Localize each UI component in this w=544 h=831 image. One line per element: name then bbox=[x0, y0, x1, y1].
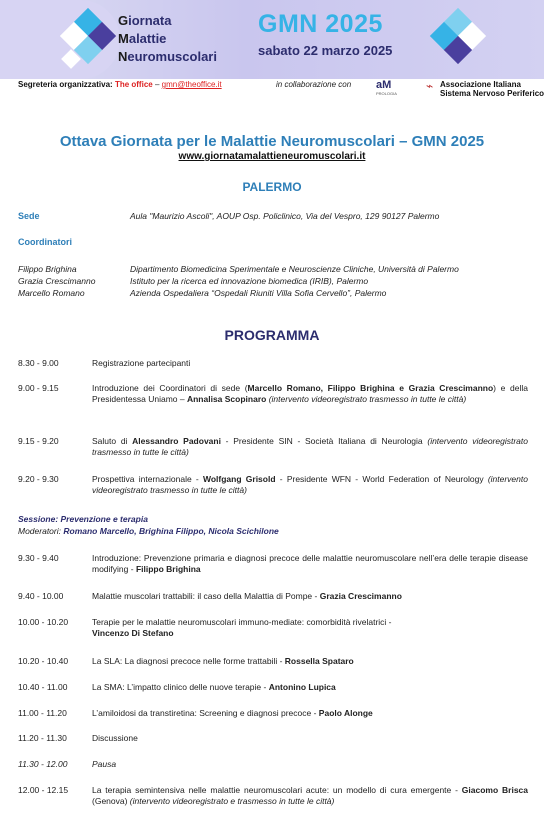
sede-label: Sede bbox=[18, 211, 40, 221]
event-title: GMN 2025 bbox=[258, 10, 383, 38]
collaboration-label: in collaborazione con bbox=[276, 80, 352, 89]
page-title: Ottava Giornata per le Malattie Neuromuscolari – GMN 2025 bbox=[59, 133, 485, 150]
secretariat-email-link[interactable]: gmn@theoffice.it bbox=[161, 80, 222, 89]
brand-name: Giornata Malattie Neuromuscolari bbox=[118, 13, 217, 64]
moderators-line: Moderatori: Romano Marcello, Brighina Filippo, Nicola Scichilone bbox=[18, 526, 279, 536]
sede-value: Aula "Maurizio Ascoli", AOUP Osp. Policlinico, Via del Vespro, 129 90127 Palermo bbox=[130, 211, 440, 221]
gmn-logo-diamonds-icon bbox=[56, 12, 116, 72]
diamonds-decoration-icon bbox=[430, 8, 486, 64]
event-date: sabato 22 marzo 2025 bbox=[258, 43, 393, 58]
website-link[interactable]: www.giornatamalattieneuromuscolari.it bbox=[178, 151, 366, 162]
am-partner-logo: aM PROLOGIA bbox=[376, 79, 397, 96]
coordinators-label: Coordinatori bbox=[18, 237, 72, 247]
secretariat-line: Segreteria organizzativa: The office – gmn@theoffice.it bbox=[18, 80, 222, 89]
city-heading: PALERMO bbox=[242, 180, 302, 194]
header-banner bbox=[0, 0, 544, 79]
aisnp-mark-icon: ⌁ bbox=[426, 79, 434, 93]
programma-heading: PROGRAMMA bbox=[224, 327, 320, 343]
session-title: Sessione: Prevenzione e terapia bbox=[18, 514, 148, 524]
